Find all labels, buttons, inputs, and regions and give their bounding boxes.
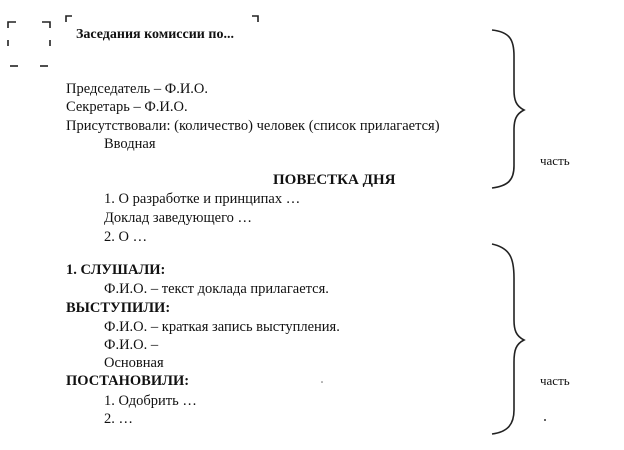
main-part-label: часть	[540, 373, 570, 388]
heard-text: Ф.И.О. – текст доклада прилагается.	[104, 281, 329, 297]
agenda-heading: ПОВЕСТКА ДНЯ	[273, 172, 396, 188]
corner-mark-top-left	[8, 22, 16, 28]
corner-mark-top-right	[42, 22, 50, 28]
spoke-heading: ВЫСТУПИЛИ:	[66, 300, 171, 316]
agenda-item-1: 1. О разработке и принципах …	[104, 191, 301, 207]
title-bracket-marks	[66, 16, 258, 22]
chairman-line: Председатель – Ф.И.О.	[66, 81, 209, 97]
stamp-corner-marks	[8, 22, 50, 66]
speck	[544, 419, 546, 421]
speck	[321, 381, 323, 383]
attendees-line: Присутствовали: (количество) человек (список прилагается)	[66, 118, 440, 134]
intro-part-label: часть	[540, 153, 570, 168]
main-part-brace	[492, 244, 524, 434]
title-bracket-right	[252, 16, 258, 22]
decided-heading: ПОСТАНОВИЛИ:	[66, 373, 190, 389]
title-bracket-left	[66, 16, 72, 22]
intro-part-brace	[492, 30, 524, 188]
document-title: Заседания комиссии по...	[76, 27, 234, 42]
intro-part-word: Вводная	[104, 136, 156, 152]
agenda-item-2: 2. О …	[104, 229, 148, 245]
heard-heading: 1. СЛУШАЛИ:	[66, 262, 166, 278]
secretary-line: Секретарь – Ф.И.О.	[66, 99, 188, 115]
agenda-report: Доклад заведующего …	[104, 210, 253, 226]
decision-1: 1. Одобрить …	[104, 393, 197, 409]
decision-2: 2. …	[104, 411, 133, 427]
spoke-text-1: Ф.И.О. – краткая запись выступления.	[104, 319, 340, 335]
main-part-word: Основная	[104, 355, 164, 371]
spoke-text-2: Ф.И.О. –	[104, 337, 159, 353]
